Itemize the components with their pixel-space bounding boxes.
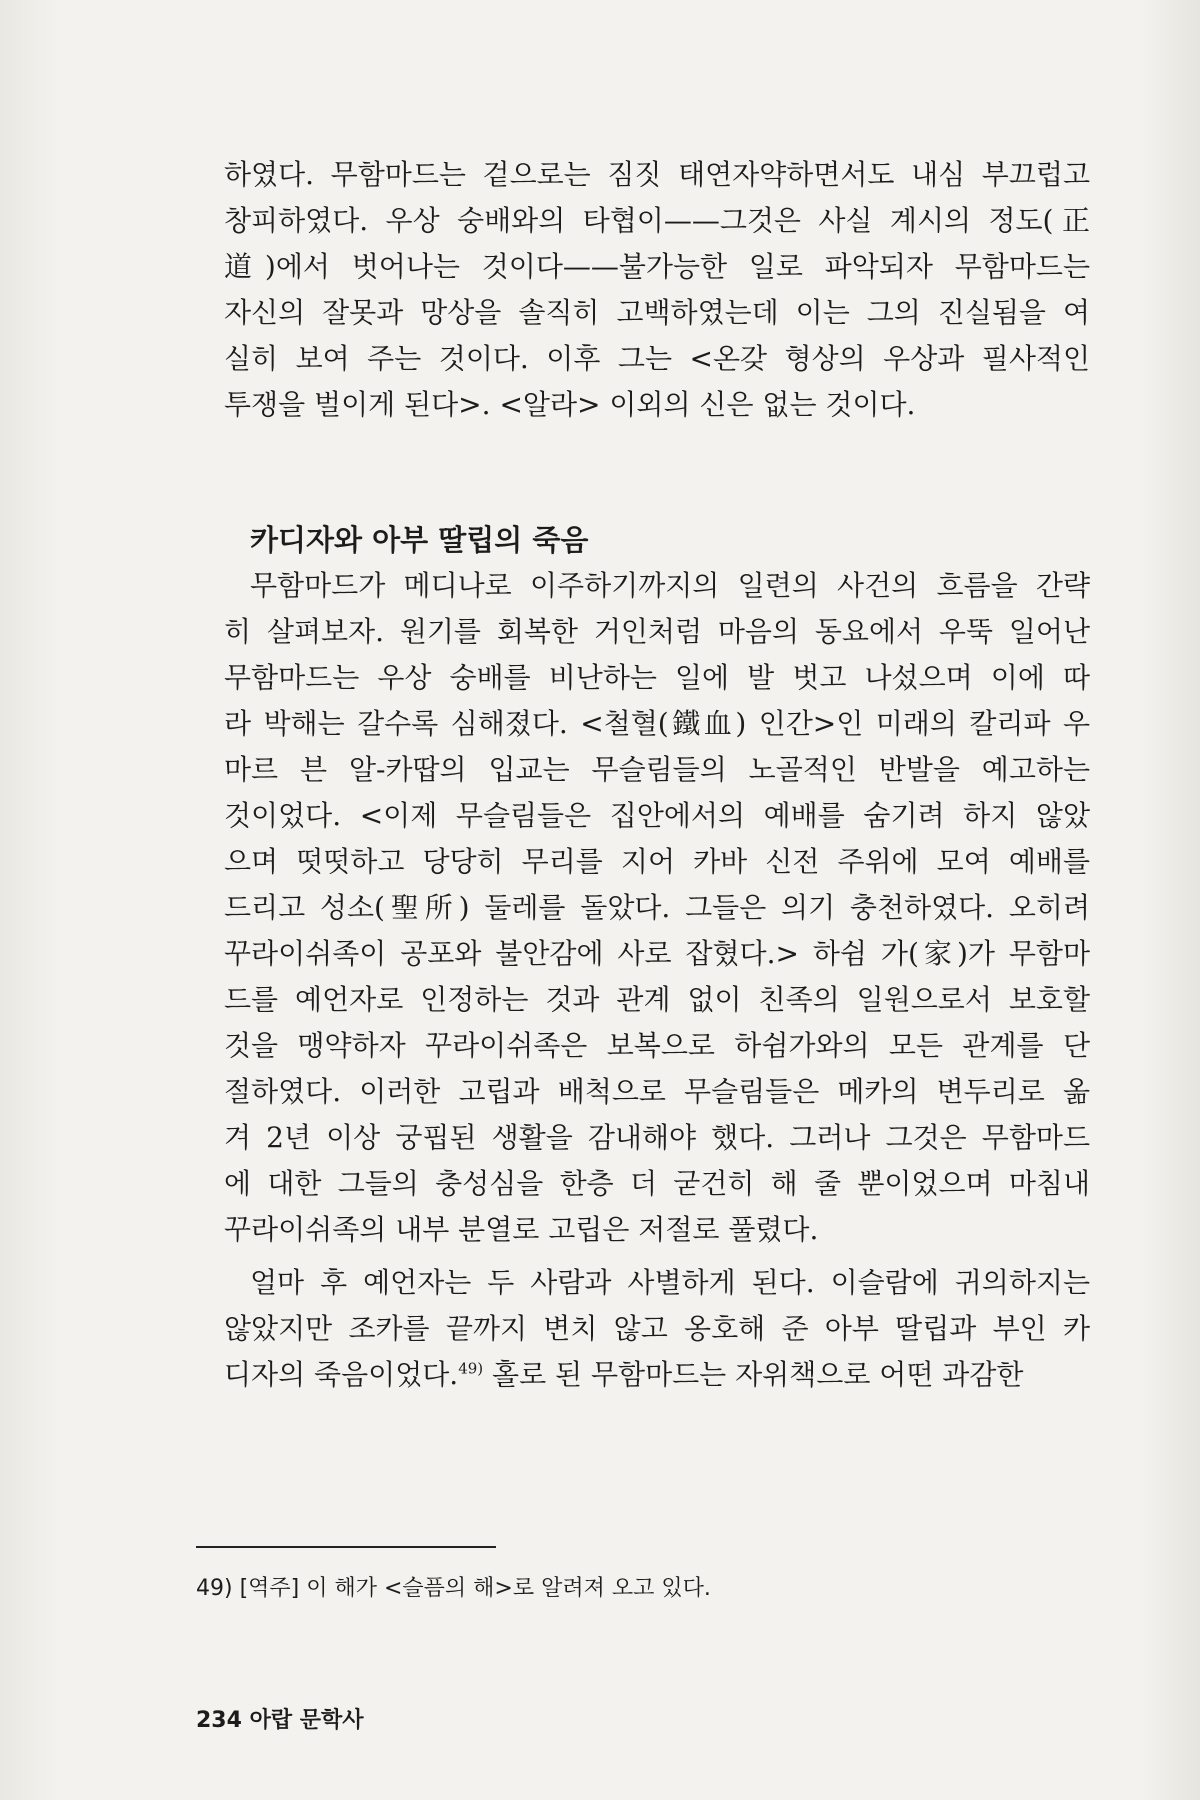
paragraph2-line-6: 것이었다. <이제 무슬림들은 집안에서의 예배를 숨기려 하지 않았 <box>224 799 1090 832</box>
paragraph3-line-2: 않았지만 조카를 끝까지 변치 않고 옹호해 준 아부 딸립과 부인 카 <box>224 1312 1090 1345</box>
paragraph1-line-1: 하였다. 무함마드는 겉으로는 짐짓 태연자약하면서도 내심 부끄럽고 <box>224 158 1090 191</box>
paragraph2-line-15: 꾸라이쉬족의 내부 분열로 고립은 저절로 풀렸다. <box>224 1213 819 1246</box>
footnote-divider <box>196 1546 496 1548</box>
paragraph2-line-10: 드를 예언자로 인정하는 것과 관계 없이 친족의 일원으로서 보호할 <box>224 983 1090 1016</box>
paragraph2-line-5: 마르 븐 알-카땁의 입교는 무슬림들의 노골적인 반발을 예고하는 <box>224 753 1090 786</box>
paragraph3-line-1: 얼마 후 예언자는 두 사람과 사별하게 된다. 이슬람에 귀의하지는 <box>250 1266 1090 1299</box>
paragraph2-line-8: 드리고 성소(聖所) 둘레를 돌았다. 그들은 의기 충천하였다. 오히려 <box>224 891 1090 924</box>
paragraph1-line-3: 道)에서 벗어나는 것이다——불가능한 일로 파악되자 무함마드는 <box>224 250 1090 283</box>
paragraph3-line-3-end: 홀로 된 무함마드는 자위책으로 어떤 과감한 <box>483 1358 1024 1391</box>
paragraph1-line-4: 자신의 잘못과 망상을 솔직히 고백하였는데 이는 그의 진실됨을 여 <box>224 296 1090 329</box>
paragraph3-line-3 <box>224 1352 1023 1398</box>
paragraph2-line-2: 히 살펴보자. 원기를 회복한 거인처럼 마음의 동요에서 우뚝 일어난 <box>224 615 1090 648</box>
paragraph2-line-7: 으며 떳떳하고 당당히 무리를 지어 카바 신전 주위에 모여 예배를 <box>224 845 1090 878</box>
paragraph2-line-14: 에 대한 그들의 충성심을 한층 더 굳건히 해 줄 뿐이었으며 마침내 <box>224 1167 1090 1200</box>
paragraph2-line-12: 절하였다. 이러한 고립과 배척으로 무슬림들은 메카의 변두리로 옮 <box>224 1075 1090 1108</box>
paragraph2-line-9: 꾸라이쉬족이 공포와 불안감에 사로 잡혔다.> 하쉼 가(家)가 무함마 <box>224 937 1090 970</box>
page-folio: 234 아랍 문학사 <box>196 1708 364 1733</box>
paragraph2-line-11: 것을 맹약하자 꾸라이쉬족은 보복으로 하쉼가와의 모든 관계를 단 <box>224 1029 1090 1062</box>
paragraph1-line-5: 실히 보여 주는 것이다. 이후 그는 <온갖 형상의 우상과 필사적인 <box>224 342 1090 375</box>
paragraph1-line-6: 투쟁을 벌이게 된다>. <알라> 이외의 신은 없는 것이다. <box>224 388 916 421</box>
paragraph2-line-1: 무함마드가 메디나로 이주하기까지의 일련의 사건의 흐름을 간략 <box>250 569 1090 602</box>
footnote-reference[interactable]: 49) <box>458 1359 484 1378</box>
paragraph2-line-4: 라 박해는 갈수록 심해졌다. <철혈(鐵血) 인간>인 미래의 칼리파 우 <box>224 707 1090 740</box>
paragraph3-line-3-start: 디자의 죽음이었다. <box>224 1358 459 1391</box>
paragraph1-line-2: 창피하였다. 우상 숭배와의 타협이——그것은 사실 계시의 정도(正 <box>224 204 1090 237</box>
section-heading: 카디자와 아부 딸립의 죽음 <box>250 523 589 557</box>
paragraph2-line-13: 겨 2년 이상 궁핍된 생활을 감내해야 했다. 그러나 그것은 무함마드 <box>224 1121 1090 1154</box>
paragraph2-line-3: 무함마드는 우상 숭배를 비난하는 일에 발 벗고 나섰으며 이에 따 <box>224 661 1090 694</box>
footnote-text: 49) [역주] 이 해가 <슬픔의 해>로 알려져 오고 있다. <box>196 1576 711 1601</box>
